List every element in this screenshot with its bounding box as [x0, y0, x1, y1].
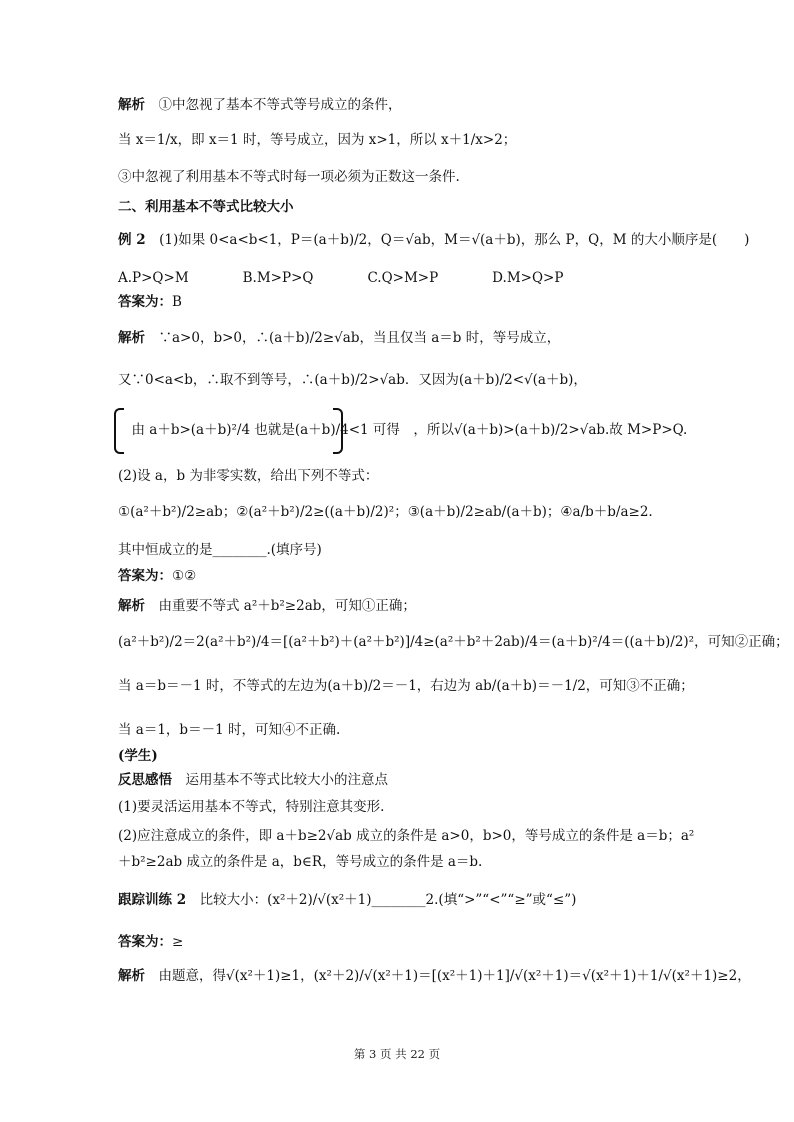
line-text: ③中忽视了利用基本不等式时每一项必须为正数这一条件.	[118, 169, 460, 185]
line-text: (2)设 a，b 为非零实数，给出下列不等式：	[118, 468, 379, 484]
text-line	[118, 746, 684, 766]
line-text: ＋b²≥2ab 成立的条件是 a，b∈R，等号成立的条件是 a＝b.	[118, 854, 483, 870]
line-text: 当 a＝b＝－1 时，不等式的左边为(a＋b)/2＝－1，右边为 ab/(a＋b)＝－1/2，可知③不正确；	[118, 678, 694, 694]
line-text: ①②	[172, 568, 197, 584]
line-text: ≥	[172, 934, 184, 950]
text-line	[118, 420, 688, 440]
line-text: 运用基本不等式比较大小的注意点	[172, 772, 388, 788]
text-line	[118, 890, 684, 910]
text-line	[118, 502, 684, 522]
line-text: ①中忽视了基本不等式等号成立的条件，	[145, 97, 402, 113]
text-line	[118, 596, 684, 616]
text-line	[118, 797, 684, 817]
line-label: 答案为：	[118, 934, 172, 950]
text-line	[118, 852, 684, 872]
line-text: 由重要不等式 a²＋b²≥2ab，可知①正确；	[145, 598, 416, 614]
line-text: 当 a＝1，b＝－1 时，可知④不正确.	[118, 722, 341, 738]
text-line	[118, 370, 684, 390]
text-line	[118, 632, 789, 652]
text-line	[118, 826, 695, 846]
line-text: (a²＋b²)/2＝2(a²＋b²)/4＝[(a²＋b²)＋(a²＋b²)]/4≥(a²＋b²＋2ab)/4＝(a＋b)²/4＝((a＋b)/2)²，可知②正确；	[118, 634, 789, 650]
text-line	[118, 230, 750, 250]
line-text: 其中恒成立的是________.(填序号)	[118, 542, 322, 558]
text-line	[118, 676, 694, 696]
line-label: 解析	[118, 968, 145, 984]
line-label: 跟踪训练 2	[118, 892, 187, 908]
line-text: 又∵0<a<b，∴取不到等号，∴(a＋b)/2>√ab．又因为(a＋b)/2<√(a＋b)，	[118, 372, 587, 388]
text-line	[118, 966, 751, 986]
line-text: A.P>Q>M B.M>P>Q C.Q>M>P D.M>Q>P	[118, 270, 564, 286]
text-line	[118, 770, 684, 790]
line-label: (学生)	[118, 748, 158, 764]
line-text: B	[172, 294, 182, 310]
text-line	[118, 167, 684, 187]
line-label: 答案为：	[118, 568, 172, 584]
text-line	[118, 328, 684, 348]
text-line	[118, 720, 684, 740]
line-label: 反思感悟	[118, 772, 172, 788]
text-line	[118, 466, 684, 486]
line-label: 解析	[118, 97, 145, 113]
line-text: 当 x＝1/x，即 x＝1 时，等号成立，因为 x>1，所以 x＋1/x>2；	[118, 132, 517, 148]
line-text: (1)要灵活运用基本不等式，特别注意其变形.	[118, 799, 385, 815]
line-label: 解析	[118, 330, 145, 346]
line-text: (2)应注意成立的条件，即 a＋b≥2√ab 成立的条件是 a>0，b>0，等号成立的条件是 a＝b；a²	[118, 828, 695, 844]
text-line	[118, 540, 684, 560]
text-line	[118, 566, 684, 586]
line-text: 由 a＋b>(a＋b)²/4 也就是(a＋b)/4<1 可得 ，所以√(a＋b)>(a＋b)/2>√ab.故 M>P>Q.	[118, 422, 688, 438]
text-line	[118, 197, 684, 217]
text-line	[118, 95, 684, 115]
text-line	[118, 130, 684, 150]
line-text: 比较大小：(x²＋2)/√(x²＋1)________2.(填“>”“<”“≥”或“≤”)	[186, 892, 577, 908]
line-label: 例 2	[118, 232, 146, 248]
page-footer: 第 3 页 共 22 页	[353, 1047, 441, 1061]
line-text: ①(a²＋b²)/2≥ab；②(a²＋b²)/2≥((a＋b)/2)²；③(a＋b)/2≥ab/(a＋b)；④a/b＋b/a≥2.	[118, 504, 653, 520]
text-line	[118, 292, 684, 312]
text-line	[118, 932, 684, 952]
text-line	[118, 268, 684, 288]
line-text: ∵a>0，b>0，∴(a＋b)/2≥√ab，当且仅当 a＝b 时，等号成立，	[145, 330, 561, 346]
line-text: (1)如果 0<a<b<1，P＝(a＋b)/2，Q＝√ab，M＝√(a＋b)，那么 P，Q，M 的大小顺序是( )	[145, 232, 750, 248]
line-label: 答案为：	[118, 294, 172, 310]
line-label: 解析	[118, 598, 145, 614]
section-heading: 二、利用基本不等式比较大小	[118, 199, 294, 215]
line-text: 由题意，得√(x²＋1)≥1，(x²＋2)/√(x²＋1)＝[(x²＋1)＋1]/√(x²＋1)＝√(x²＋1)＋1/√(x²＋1)≥2，	[145, 968, 751, 984]
